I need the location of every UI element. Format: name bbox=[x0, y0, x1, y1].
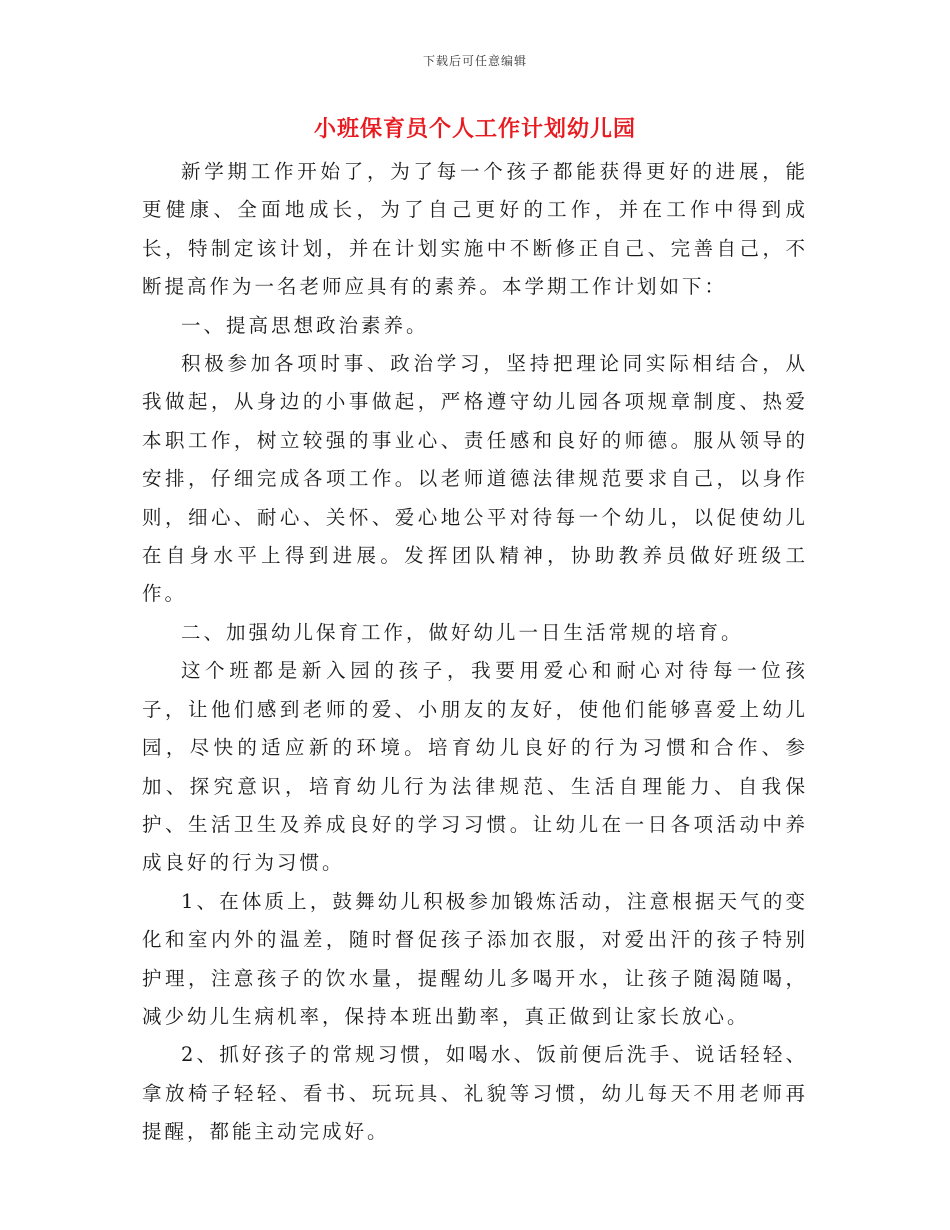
document-title: 小班保育员个人工作计划幼儿园 bbox=[313, 116, 636, 142]
paragraph-item-2: 2、抓好孩子的常规习惯，如喝水、饭前便后洗手、说话轻轻、拿放椅子轻轻、看书、玩玩具、礼貌等习惯，幼儿每天不用老师再提醒，都能主动完成好。 bbox=[142, 1043, 808, 1144]
paragraph-section-1: 积极参加各项时事、政治学习，坚持把理论同实际相结合，从我做起，从身边的小事做起，严格遵守幼儿园各项规章制度、热爱本职工作，树立较强的事业心、责任感和良好的师德。服从领导的安排，仔细完成各项工作。以老师道德法律规范要求自己，以身作则，细心、耐心、关怀、爱心地公平对待每一个幼儿，以促使幼儿在自身水平上得到进展。发挥团队精神，协助教养员做好班级工作。 bbox=[142, 352, 808, 606]
page-header: 下载后可任意编辑 bbox=[422, 54, 527, 68]
paragraph-section-2: 这个班都是新入园的孩子，我要用爱心和耐心对待每一位孩子，让他们感到老师的爱、小朋友的友好，使他们能够喜爱上幼儿园，尽快的适应新的环境。培育幼儿良好的行为习惯和合作、参加、探究意识，培育幼儿行为法律规范、生活自理能力、自我保护、生活卫生及养成良好的学习习惯。让幼儿在一日各项活动中养成良好的行为习惯。 bbox=[142, 659, 808, 875]
paragraph-intro: 新学期工作开始了，为了每一个孩子都能获得更好的进展，能更健康、全面地成长，为了自己更好的工作，并在工作中得到成长，特制定该计划，并在计划实施中不断修正自己、完善自己，不断提高作为一名老师应具有的素养。本学期工作计划如下： bbox=[142, 160, 808, 299]
section-heading-1: 一、提高思想政治素养。 bbox=[181, 313, 429, 337]
section-heading-2: 二、加强幼儿保育工作，做好幼儿一日生活常规的培育。 bbox=[181, 620, 744, 644]
document-body bbox=[142, 153, 808, 1152]
paragraph-item-1: 1、在体质上，鼓舞幼儿积极参加锻炼活动，注意根据天气的变化和室内外的温差，随时督促孩子添加衣服，对爱出汗的孩子特别护理，注意孩子的饮水量，提醒幼儿多喝开水，让孩子随渴随喝，减少幼儿生病机率，保持本班出勤率，真正做到让家长放心。 bbox=[142, 889, 808, 1028]
